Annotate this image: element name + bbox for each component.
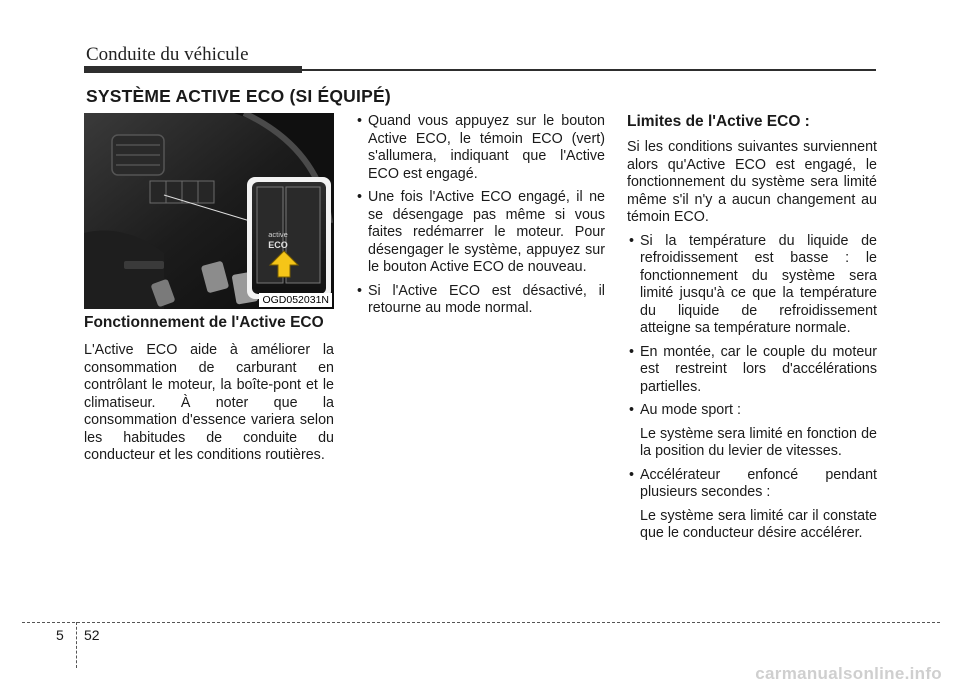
limits-list (627, 233, 877, 543)
limits-intro: Si les conditions suivantes surviennent alors qu'Active ECO est engagé, le fonctionnement du système sera limité même s'il n'y a aucun changement au témoin ECO. (627, 139, 877, 225)
page-number: 52 (84, 627, 100, 643)
list-item (627, 402, 877, 461)
section-title: SYSTÈME ACTIVE ECO (SI ÉQUIPÉ) (86, 86, 391, 106)
footer-rule (22, 622, 940, 623)
list-item-text: Si la température du liquide de refroidissement est basse : le fonctionnement du système sera limité jusqu'à ce que la température du liquide de refroidissement atteigne sa température normale. (640, 232, 877, 336)
header-rule (302, 69, 876, 71)
button-label-eco: ECO (268, 240, 288, 250)
list-item (627, 467, 877, 543)
chapter-title: Conduite du véhicule (86, 44, 249, 65)
list-item: • Quand vous appuyez sur le bouton Active ECO, le témoin ECO (vert) s'allumera, indiquant que l'Active ECO est engagé. (355, 113, 605, 183)
list-item: • Une fois l'Active ECO engagé, il ne se désengage pas même si vous faites redémarrer le moteur. Pour désengager le système, appuyez sur le bouton Active ECO de nouveau. (355, 189, 605, 277)
list-item-detail: Le système sera limité en fonction de la position du levier de vitesses. (640, 425, 877, 459)
list-item (627, 233, 877, 338)
list-item: • Si l'Active ECO est désactivé, il retourne au mode normal. (355, 283, 605, 318)
column-usage (355, 113, 605, 324)
footer-divider (76, 622, 77, 668)
list-item-text: Accélérateur enfoncé pendant plusieurs secondes : (640, 466, 877, 500)
list-item-detail: Le système sera limité car il constate que le conducteur désire accélérer. (640, 507, 877, 541)
watermark: carmanualsonline.info (755, 664, 942, 683)
button-label-active: active (268, 230, 288, 239)
list-item (627, 344, 877, 397)
column-limits (627, 113, 877, 549)
usage-list (355, 113, 605, 318)
photo-code: OGD052031N (259, 293, 332, 307)
active-eco-button-photo (84, 113, 334, 309)
list-item-text: Au mode sport : (640, 402, 741, 418)
dashboard-illustration (84, 113, 334, 309)
limits-heading: Limites de l'Active ECO : (627, 113, 810, 130)
column-operation (84, 314, 334, 471)
operation-paragraph: L'Active ECO aide à améliorer la consommation de carburant en contrôlant le moteur, la boîte-pont et le climatiseur. À noter que la consommation d'essence variera selon les habitudes de conduite du conducteur et les conditions routières. (84, 342, 334, 463)
chapter-number: 5 (56, 627, 64, 643)
operation-heading: Fonctionnement de l'Active ECO (84, 314, 324, 331)
list-item-text: En montée, car le couple du moteur est restreint lors d'accélérations partielles. (640, 343, 877, 395)
header-bar-thick (84, 66, 302, 73)
